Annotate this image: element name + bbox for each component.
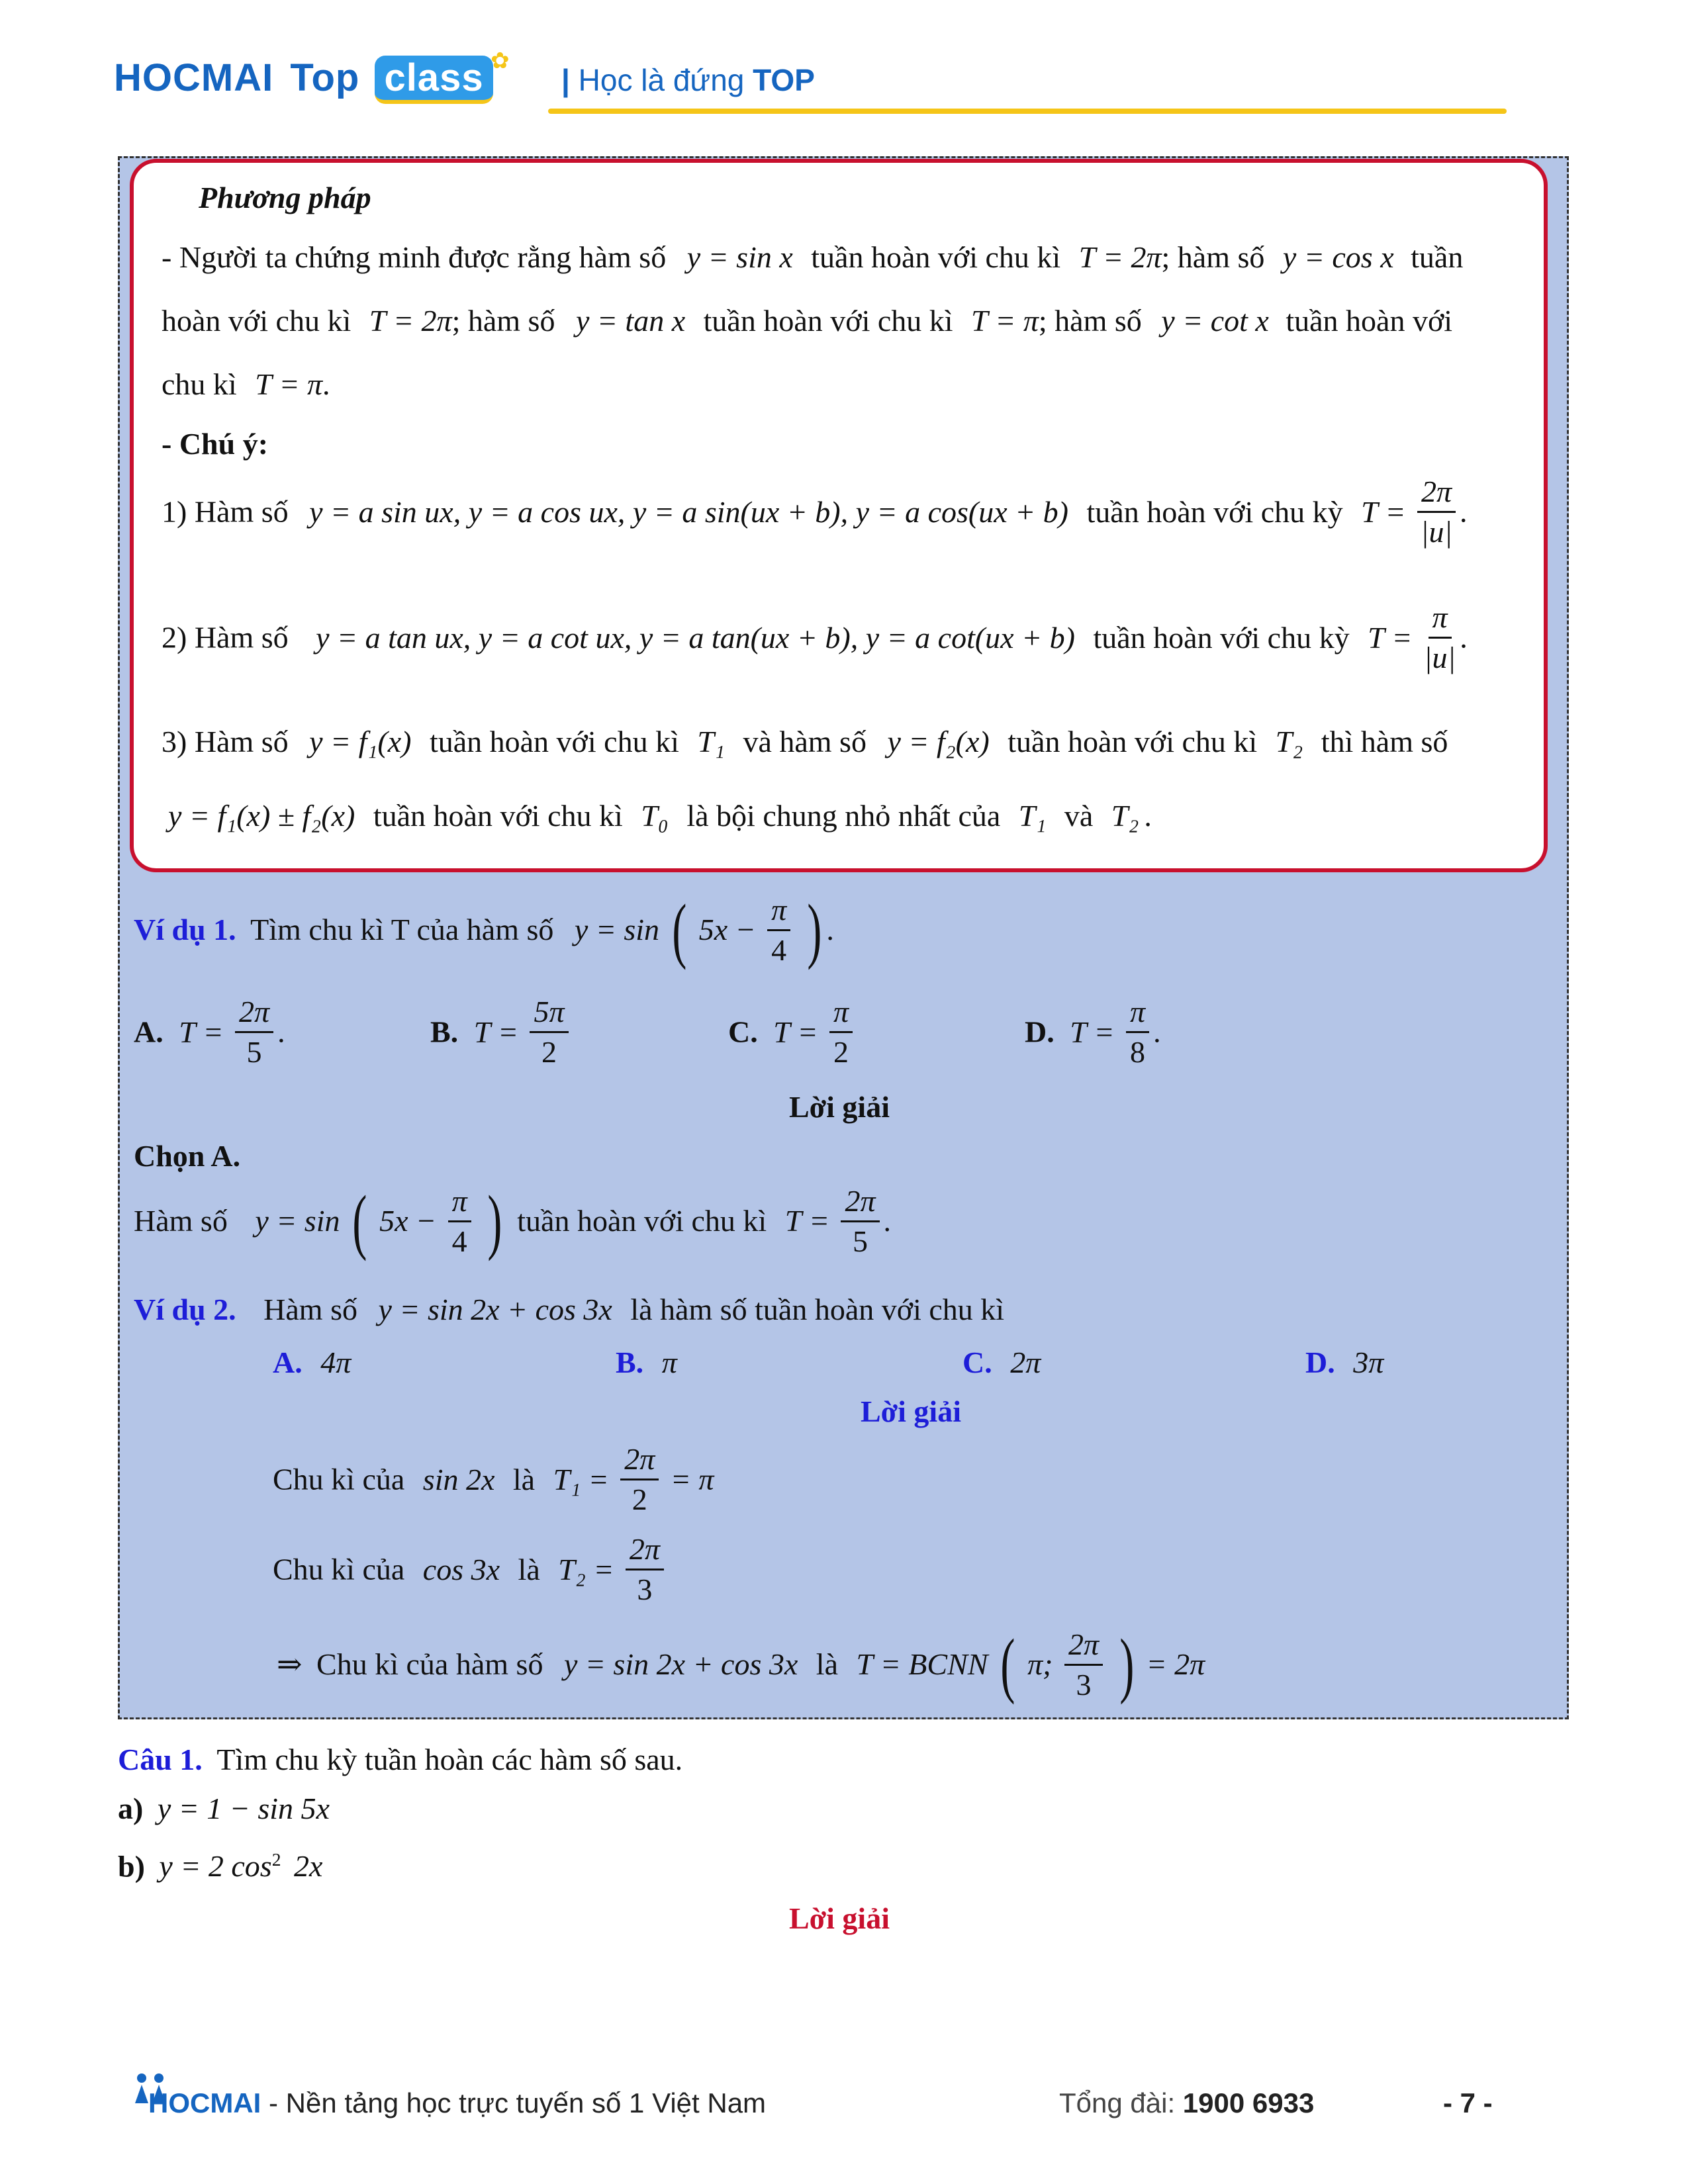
header (0, 0, 1688, 132)
n2-fraction: $\frac{\pi}{|u|}$ (1423, 600, 1456, 674)
slogan (561, 62, 815, 98)
note-2: 2) Hàm số y = a tan ux, y = a cot ux, y = a tan(ux + b), y = a cot(ux + b) tuần hoàn với chu kỳ T = $\frac{\pi}{|u|}$ . (162, 600, 1468, 674)
logo-class: class (375, 56, 492, 104)
ex1-choose: Chọn A. (134, 1139, 241, 1173)
q1-part-a: a) y = 1 − sin 5x (118, 1792, 330, 1825)
method-line-1: - Người ta chứng minh được rằng hàm số y = sin x tuần hoàn với chu kì T = 2π; hàm số y = cos x tuần (162, 240, 1464, 274)
slogan-bar-icon: | (561, 63, 570, 97)
footer (0, 2065, 1688, 2131)
ex2-solution-title: Lời giải (861, 1394, 961, 1428)
q1-solution-title: Lời giải (789, 1901, 890, 1935)
q1-part-b: b) y = 2 $\cos^2 2x$ (118, 1849, 323, 1884)
ex1-option-b: B. T = $\frac{5\pi}{2}$ (430, 997, 573, 1068)
page-number: - 7 - (1443, 2087, 1493, 2118)
footer-brand: HOCMAI (148, 2087, 261, 2118)
method-line-2: hoàn với chu kì T = 2π; hàm số y = tan x tuần hoàn với chu kì T = π; hàm số y = cot x tuần hoàn với (162, 304, 1453, 338)
implies-icon: ⇒ (277, 1647, 303, 1681)
logo-hocmai: HOCMAI (114, 56, 274, 99)
ex2-step-3: ⇒ Chu kì của hàm số y = sin 2x + cos 3x là T = BCNN ( π; $\frac{2\pi}{3}$ ) = 2π (277, 1624, 1205, 1705)
ex2-step-1: Chu kì của sin 2x là T₁ = $\frac{2\pi}{2}$ = π (273, 1442, 714, 1516)
footer-brand-line (148, 2087, 766, 2119)
footer-tagline: - Nền tảng học trực tuyến số 1 Việt Nam (269, 2087, 767, 2118)
method-line-3: chu kì T = π. (162, 367, 330, 401)
footer-hotline: Tổng đài: 1900 6933 (1059, 2087, 1315, 2118)
ex2-question: Ví dụ 2. Hàm số y = sin 2x + cos 3x là hàm số tuần hoàn với chu kì (134, 1293, 1005, 1326)
ex1-question: Ví dụ 1. Tìm chu kì T của hàm số y = sin ( 5x − $\frac{\pi}{4}$ ) . (134, 889, 834, 970)
note-3-line-2: y = f₁(x) ± f₂(x) tuần hoàn với chu kì T₀ là bội chung nhỏ nhất của T₁ và T₂ . (168, 799, 1152, 833)
note-3-line-1: 3) Hàm số y = f₁(x) tuần hoàn với chu kì T₁ và hàm số y = f₂(x) tuần hoàn với chu kì T₂ thì hàm số (162, 725, 1448, 758)
note-title: - Chú ý: (162, 427, 269, 461)
logo (114, 48, 510, 104)
ex1-arg-fraction: $\frac{\pi}{4}$ (767, 895, 790, 966)
star-icon: ✿ (491, 48, 510, 73)
ex2-step-2: Chu kì của cos 3x là T₂ = $\frac{2\pi}{3}$ (273, 1534, 668, 1605)
ex2-option-b: B. π (616, 1345, 677, 1379)
logo-top: Top (290, 56, 360, 99)
slogan-text: Học là đứng (578, 63, 745, 97)
ex2-option-d: D. 3π (1305, 1345, 1384, 1379)
ex1-solution: Hàm số y = sin ( 5x − $\frac{\pi}{4}$ ) tuần hoàn với chu kì T = $\frac{2\pi}{5}$ . (134, 1181, 892, 1261)
header-underline (548, 109, 1507, 114)
ex1-option-c: C. T = $\frac{\pi}{2}$ (728, 997, 857, 1068)
method-title: Phương pháp (199, 181, 371, 214)
ex2-option-c: C. 2π (962, 1345, 1041, 1379)
q1-title: Câu 1. Tìm chu kỳ tuần hoàn các hàm số sau. (118, 1743, 683, 1776)
ex1-solution-title: Lời giải (789, 1090, 890, 1124)
n1-fraction: $\frac{2\pi}{|u|}$ (1417, 477, 1456, 547)
ex2-option-a: A. 4π (273, 1345, 352, 1379)
note-1: 1) Hàm số y = a sin ux, y = a cos ux, y = a sin(ux + b), y = a cos(ux + b) tuần hoàn với chu kỳ T = $\frac{2\pi}{|u|}$ . (162, 475, 1468, 549)
slogan-top: TOP (753, 63, 815, 97)
ex1-option-a: A. T = $\frac{2\pi}{5}$ . (134, 995, 285, 1069)
ex1-option-d: D. T = $\frac{\pi}{8}$ . (1025, 995, 1161, 1069)
